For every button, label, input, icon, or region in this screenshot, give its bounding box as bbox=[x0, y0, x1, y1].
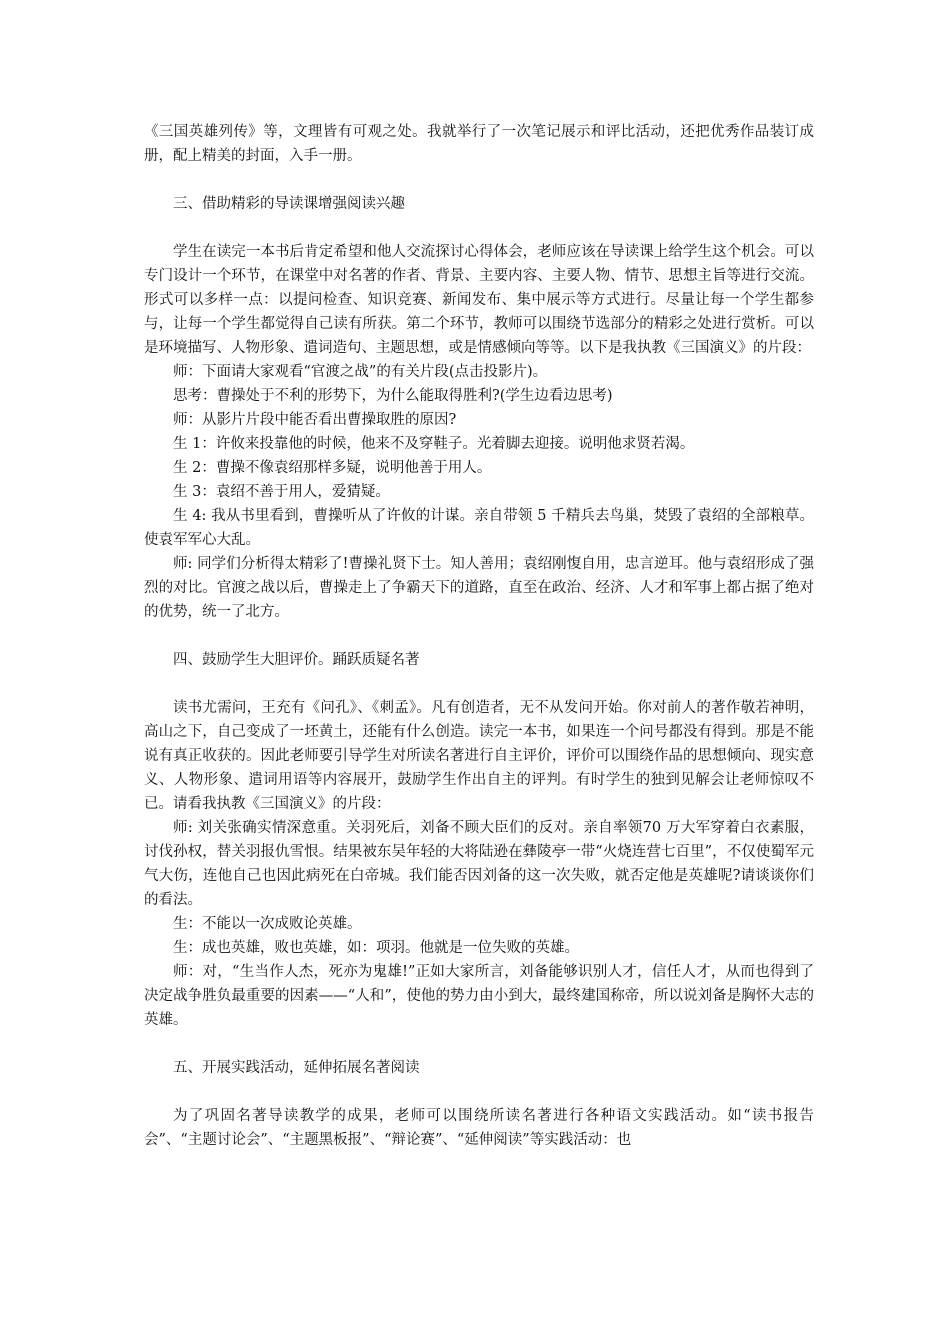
section-heading: 四、鼓励学生大胆评价。踊跃质疑名著 bbox=[173, 652, 420, 668]
dialogue-line: 师: 刘关张确实情深意重。关羽死后，刘备不顾大臣们的反对。亲自率领70 万大军穿着白衣素服，讨伐孙权，替关羽报仇雪恨。结果被东吴年轻的大将陆逊在彝陵亭一带“火烧连营七百里”，不仅使蜀军元气大伤，连他自己也因此病死在白帝城。我们能否因刘备的这一次失败，就否定他是英雄呢?请谈谈你们的看法。 bbox=[144, 820, 814, 908]
paragraph: 读书尤需问，王充有《问孔》、《刺孟》。凡有创造者，无不从发问开始。你对前人的著作敬若神明，高山之下，自己变成了一坯黄土，还能有什么创造。读完一本书，如果连一个问号都没有得到。那是不能说有真正收获的。因此老师要引导学生对所读名著进行自主评价，评价可以围绕作品的思想倾向、现实意义、人物形象、遣词用语等内容展开，鼓励学生作出自主的评判。有时学生的独到见解会让老师惊叹不已。请看我执教《三国演义》的片段： bbox=[144, 700, 814, 812]
dialogue-line: 生 2：曹操不像袁绍那样多疑，说明他善于用人。 bbox=[173, 460, 492, 476]
paragraph: 学生在读完一本书后肯定希望和他人交流探讨心得体会，老师应该在导读课上给学生这个机会。可以专门设计一个环节，在课堂中对名著的作者、背景、主要内容、主要人物、情节、思想主旨等进行交流。形式可以多样一点：以提问检查、知识竞赛、新闻发布、集中展示等方式进行。尽量让每一个学生都参与，让每一个学生都觉得自己读有所获。第二个环节，教师可以围绕节选部分的精彩之处进行赏析。可以是环境描写、人物形象、遣词造句、主题思想，或是情感倾向等等。以下是我执教《三国演义》的片段： bbox=[144, 244, 814, 356]
dialogue-line: 生：成也英雄，败也英雄，如：项羽。他就是一位失败的英雄。 bbox=[173, 940, 579, 956]
section-heading: 三、借助精彩的导读课增强阅读兴趣 bbox=[173, 196, 405, 212]
dialogue-line: 师：对，“生当作人杰，死亦为鬼雄!”正如大家所言，刘备能够识别人才，信任人才，从而也得到了决定战争胜负最重要的因素——“人和”，使他的势力由小到大，最终建国称帝，所以说刘备是胸怀大志的英雄。 bbox=[144, 964, 814, 1028]
dialogue-line: 生 4: 我从书里看到，曹操听从了许攸的计谋。亲自带领 5 千精兵去鸟巢，焚毁了袁绍的全部粮草。使袁军军心大乱。 bbox=[144, 508, 814, 548]
dialogue-line: 生：不能以一次成败论英雄。 bbox=[173, 916, 362, 932]
dialogue-line: 生 3：袁绍不善于用人，爱猜疑。 bbox=[173, 484, 390, 500]
paragraph: 为了巩固名著导读教学的成果，老师可以围绕所读名著进行各种语文实践活动。如“读书报告会”、“主题讨论会”、“主题黑板报”、“辩论赛”、“延伸阅读”等实践活动：也 bbox=[144, 1108, 814, 1148]
dialogue-line: 生 1：许攸来投靠他的时候，他来不及穿鞋子。光着脚去迎接。说明他求贤若渴。 bbox=[173, 436, 695, 452]
document-body bbox=[144, 120, 814, 1152]
paragraph: 《三国英雄列传》等，文理皆有可观之处。我就举行了一次笔记展示和评比活动，还把优秀作品装订成册，配上精美的封面，入手一册。 bbox=[144, 124, 814, 164]
dialogue-line: 师：从影片片段中能否看出曹操取胜的原因? bbox=[173, 412, 457, 428]
dialogue-line: 思考：曹操处于不利的形势下，为什么能取得胜利?(学生边看边思考) bbox=[173, 388, 613, 404]
dialogue-line: 师：下面请大家观看“官渡之战”的有关片段(点击投影片)。 bbox=[173, 364, 548, 380]
section-heading: 五、开展实践活动，延伸拓展名著阅读 bbox=[173, 1060, 420, 1076]
dialogue-line: 师: 同学们分析得太精彩了!曹操礼贤下士。知人善用；袁绍刚愎自用，忠言逆耳。他与袁绍形成了强烈的对比。官渡之战以后，曹操走上了争霸天下的道路，直至在政治、经济、人才和军事上都占据了绝对的优势，统一了北方。 bbox=[144, 556, 814, 620]
